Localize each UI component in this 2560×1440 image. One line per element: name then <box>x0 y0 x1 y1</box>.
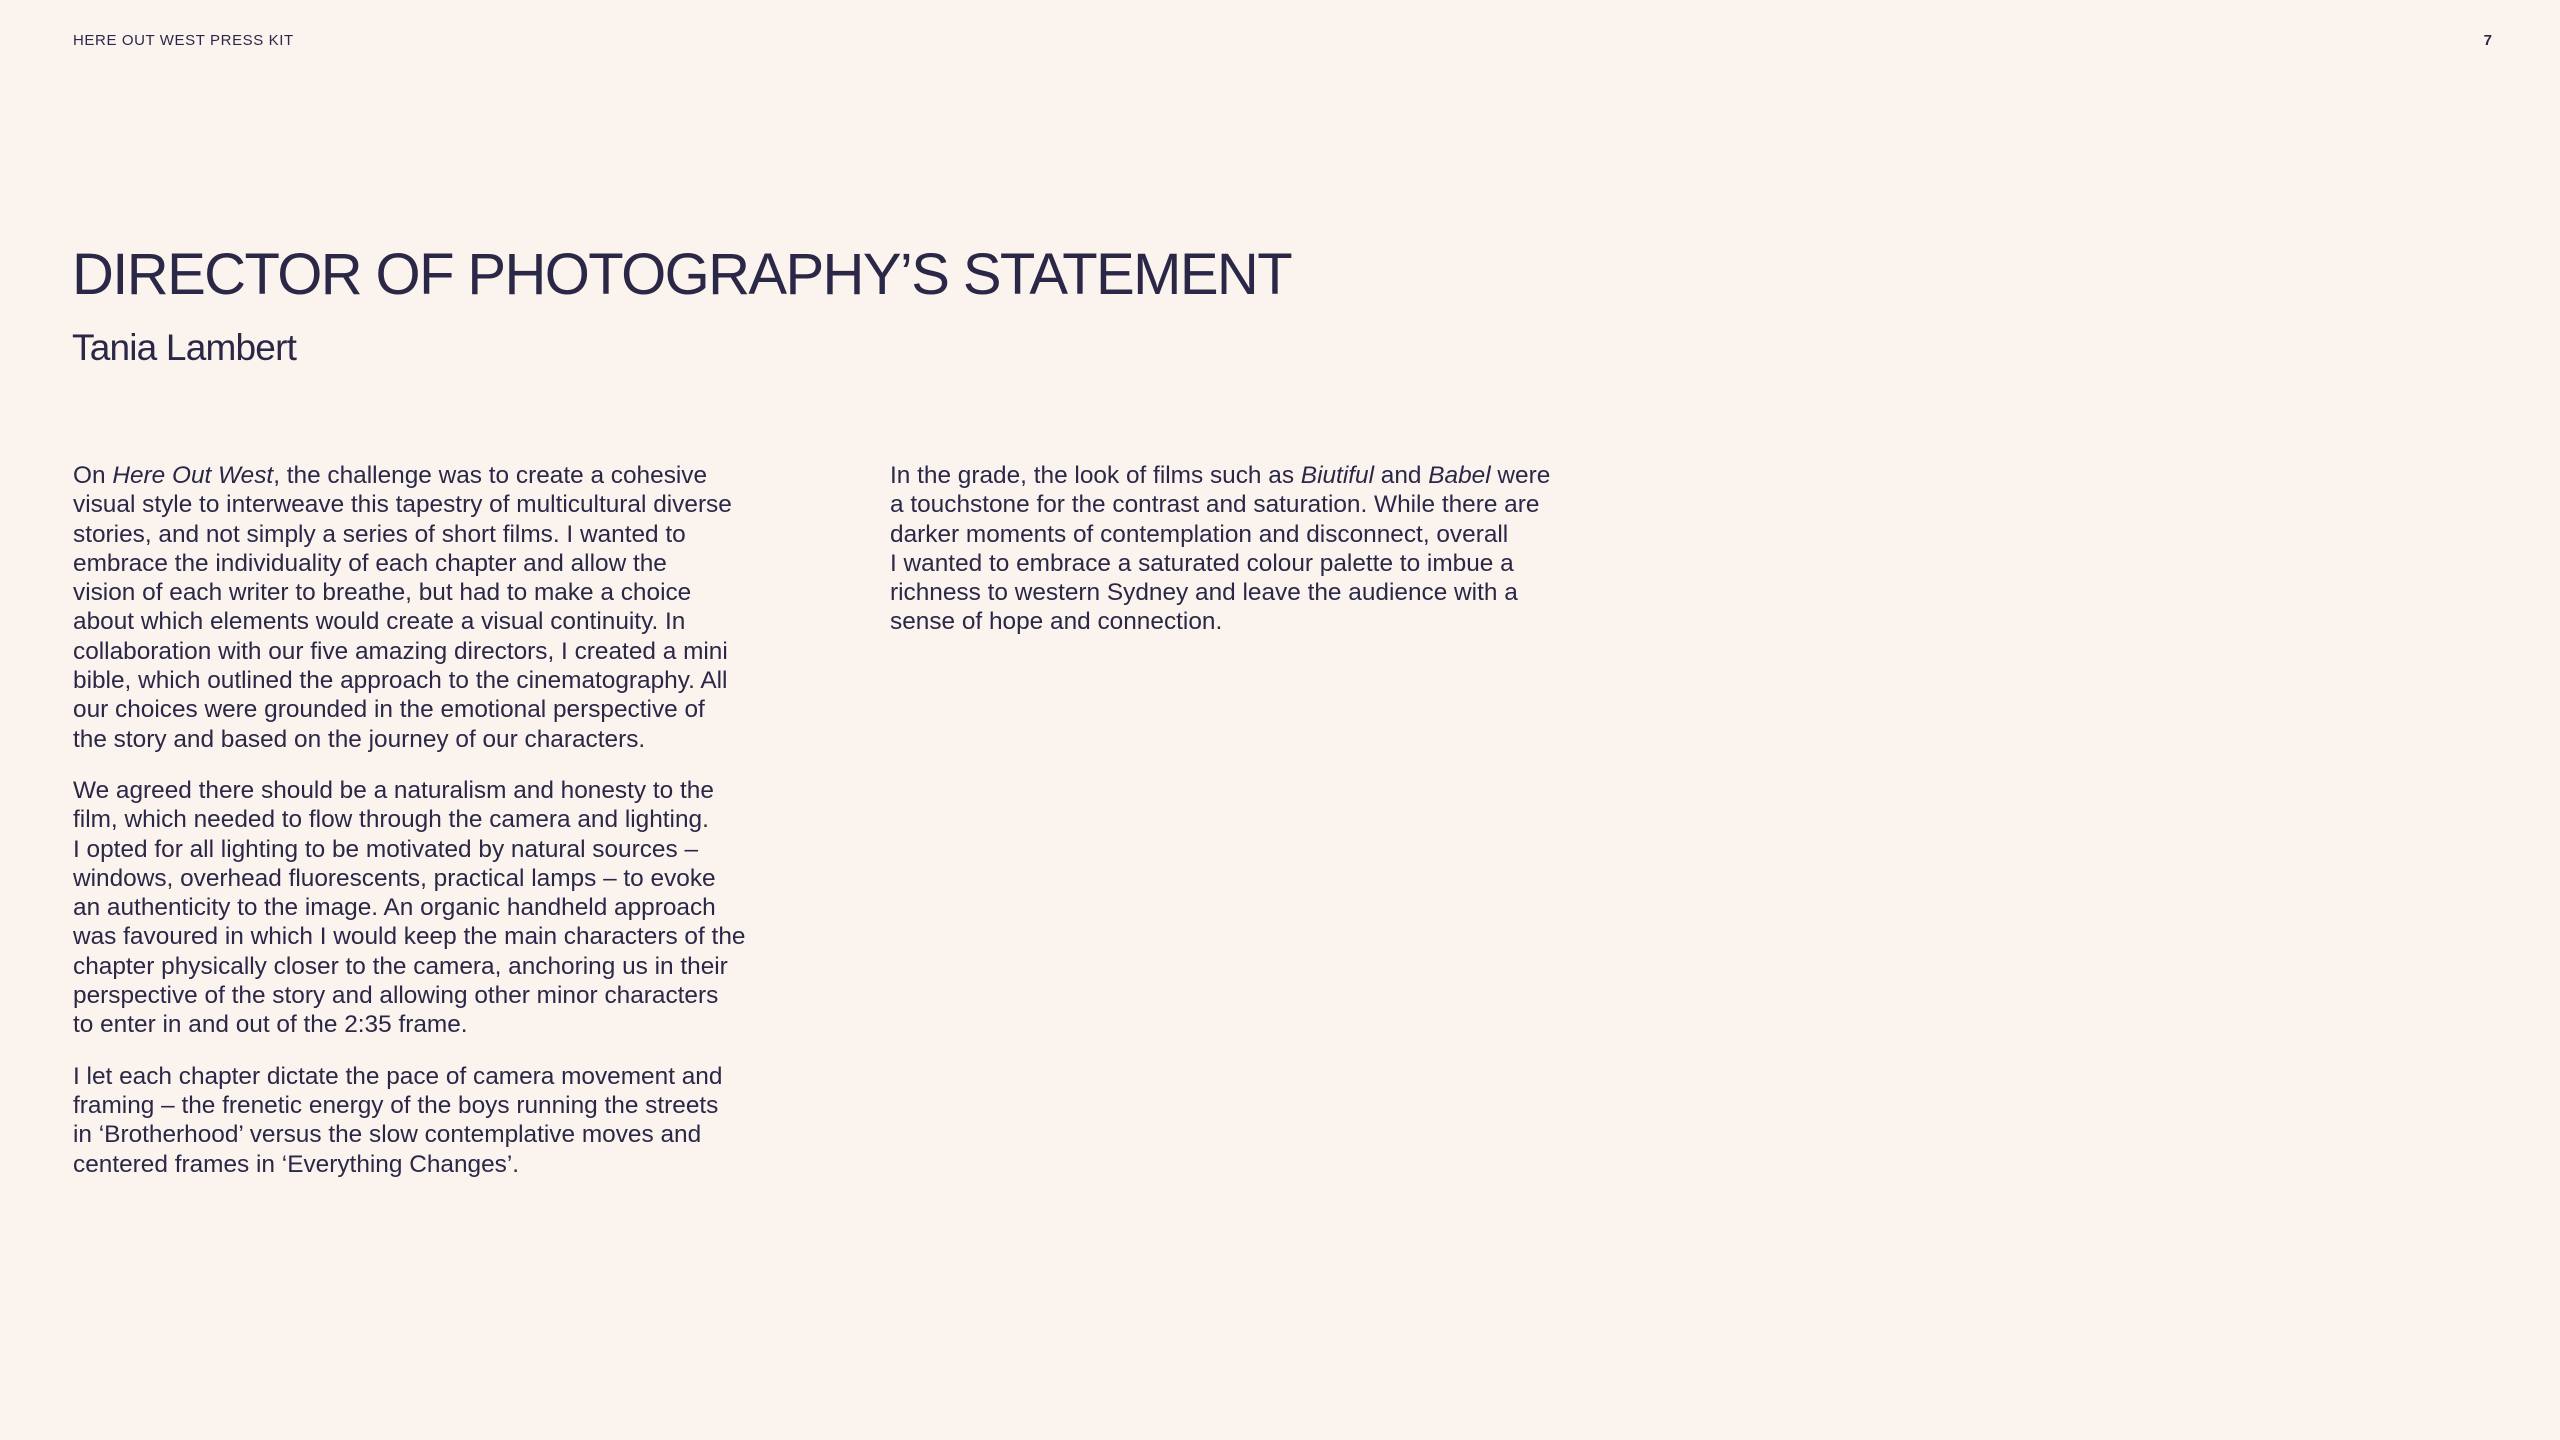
text-run: In the grade, the look of films such as <box>890 462 1301 489</box>
text-line: an authenticity to the image. An organic handheld approach <box>73 894 716 922</box>
text-line: I let each chapter dictate the pace of camera movement and <box>73 1062 723 1090</box>
paragraph-1 <box>73 461 793 754</box>
text-run: and <box>1374 462 1429 489</box>
text-line: was favoured in which I would keep the main characters of the <box>73 923 746 951</box>
film-title: Biutiful <box>1300 462 1375 489</box>
text-line: film, which needed to flow through the camera and lighting. <box>73 806 709 834</box>
text-line: a touchstone for the contrast and saturation. While there are <box>890 491 1540 519</box>
text-run: were <box>1490 462 1551 489</box>
text-line: centered frames in ‘Everything Changes’. <box>73 1150 520 1178</box>
text-run: , the challenge was to create a cohesive <box>273 462 708 489</box>
paragraph-2 <box>73 776 793 1040</box>
text-line: darker moments of contemplation and disconnect, overall <box>890 520 1509 548</box>
text-line: framing – the frenetic energy of the boys running the streets <box>73 1091 719 1119</box>
text-line: We agreed there should be a naturalism and honesty to the <box>73 776 714 804</box>
text-line: our choices were grounded in the emotional perspective of <box>73 696 705 724</box>
film-title: Babel <box>1428 462 1491 489</box>
text-line <box>73 461 793 490</box>
text-line: collaboration with our five amazing directors, I created a mini <box>73 637 728 665</box>
text-line: chapter physically closer to the camera, anchoring us in their <box>73 952 728 980</box>
text-line: the story and based on the journey of our characters. <box>73 725 646 753</box>
paragraph-3 <box>73 1062 793 1179</box>
text-line: richness to western Sydney and leave the audience with a <box>890 579 1518 607</box>
text-line: visual style to interweave this tapestry of multicultural diverse <box>73 491 732 519</box>
text-line <box>890 461 1610 490</box>
text-line: I opted for all lighting to be motivated by natural sources – <box>73 835 699 863</box>
statement-right-column <box>890 461 1610 659</box>
statement-left-column <box>73 461 793 1201</box>
text-line: sense of hope and connection. <box>890 608 1223 636</box>
text-line: embrace the individuality of each chapter and allow the <box>73 549 667 577</box>
text-line: I wanted to embrace a saturated colour palette to imbue a <box>890 549 1514 577</box>
page-title: DIRECTOR OF PHOTOGRAPHY’S STATEMENT <box>72 242 1292 307</box>
text-line: bible, which outlined the approach to the cinematography. All <box>73 667 728 695</box>
text-line: in ‘Brotherhood’ versus the slow contemplative moves and <box>73 1121 702 1149</box>
text-line: stories, and not simply a series of short films. I wanted to <box>73 520 686 548</box>
text-line: vision of each writer to breathe, but had to make a choice <box>73 579 692 607</box>
paragraph-4 <box>890 461 1610 637</box>
text-line: perspective of the story and allowing other minor characters <box>73 982 719 1010</box>
running-head: HERE OUT WEST PRESS KIT <box>73 32 294 49</box>
text-line: to enter in and out of the 2:35 frame. <box>73 1011 468 1039</box>
text-run: On <box>73 462 113 489</box>
text-line: about which elements would create a visual continuity. In <box>73 608 686 636</box>
page-number: 7 <box>2483 32 2492 49</box>
film-title: Here Out West <box>112 462 274 489</box>
text-line: windows, overhead fluorescents, practical lamps – to evoke <box>73 864 716 892</box>
author-name: Tania Lambert <box>72 327 297 368</box>
